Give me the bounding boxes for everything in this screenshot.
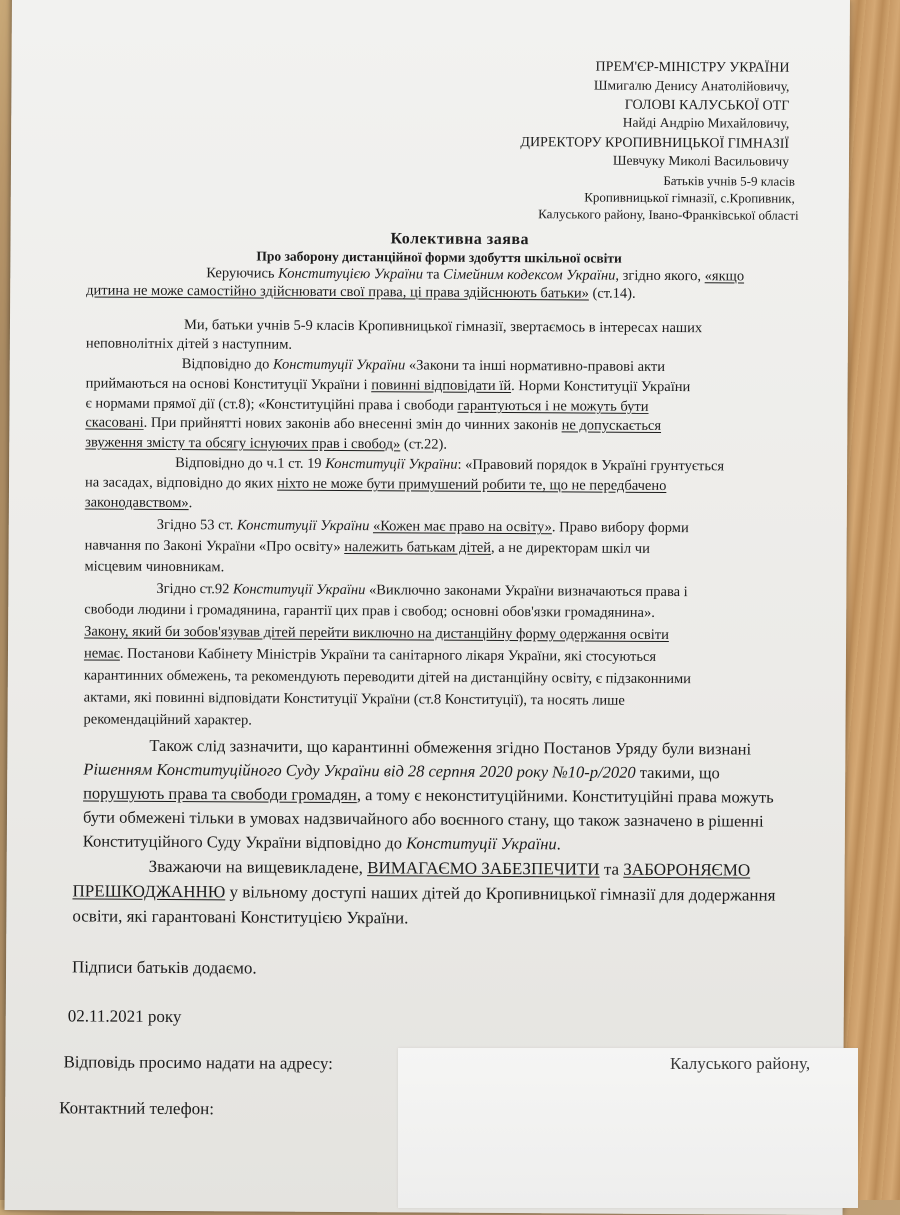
text-span: (ст.22). xyxy=(400,436,448,453)
paragraph-line: освіти, які гарантовані Конституцією України. xyxy=(72,906,409,928)
paragraph-line: рекомендаційний характер. xyxy=(83,711,252,729)
phone-label: Контактний телефон: xyxy=(59,1098,215,1119)
text-span: Конституції України xyxy=(406,833,557,854)
text-span: Рішенням Конституційного Суду України від 28 серпня 2020 року №10-р/2020 xyxy=(83,759,636,782)
text-span: Зважаючи на вищевикладене, xyxy=(148,856,368,878)
paragraph-line xyxy=(72,881,775,905)
addressee-line: ДИРЕКТОРУ КРОПИВНИЦЬКОЇ ГІМНАЗІЇ xyxy=(520,135,790,152)
paragraph-line xyxy=(86,375,691,396)
redaction-box xyxy=(398,1048,858,1208)
text-span: на засадах, відповідно до яких xyxy=(84,474,278,492)
underlined-text: порушують права та свободи громадян xyxy=(83,783,357,805)
text-span: . При прийнятті нових законів або внесенні змін до чинних законів xyxy=(143,414,562,434)
text-span: Згідно ст.92 xyxy=(156,580,234,598)
paragraph-line xyxy=(85,434,447,453)
addressee-line: Найді Андрію Михайловичу, xyxy=(622,114,790,131)
underlined-text: ПРЕШКОДЖАННЮ xyxy=(72,881,226,902)
underlined-text: «Кожен має право на освіту» xyxy=(372,518,552,536)
text-span: Згідно 53 ст. xyxy=(156,516,238,534)
document-date: 02.11.2021 року xyxy=(67,1006,182,1027)
underlined-text: гарантуються і не можуть бути xyxy=(457,397,649,415)
paragraph-line: бути обмежені тільки в умовах надзвичайного або воєнного стану, що також зазначено в рішенні xyxy=(82,807,764,831)
underlined-text: не допускається xyxy=(561,417,662,434)
text-span: Конституції України xyxy=(325,455,458,473)
address-fragment: Калуського району, xyxy=(670,1054,811,1073)
paragraph-line xyxy=(149,857,751,881)
signatures-note: Підписи батьків додаємо. xyxy=(72,957,257,978)
wooden-table-background xyxy=(842,0,900,1200)
text-span: . xyxy=(188,495,193,512)
paragraph-line: місцевим чиновникам. xyxy=(84,558,225,576)
addressee-line: Шевчуку Миколі Васильовичу xyxy=(612,152,790,169)
text-span: . Право вибору форми xyxy=(551,519,689,537)
paragraph-line: Також слід зазначити, що карантинні обмеження згідно Постанов Уряду були визнані xyxy=(149,735,752,759)
text-span: Відповідно до xyxy=(181,356,274,373)
underlined-text: належить батькам дітей xyxy=(344,539,492,556)
text-span: такими, що xyxy=(635,762,720,783)
underlined-text: ніхто не може бути примушений робити те, що не передбачено xyxy=(277,475,667,495)
underlined-text: «якщо xyxy=(704,268,745,285)
underlined-text: повинні відповідати їй xyxy=(371,377,512,395)
text-span: Сімейним кодексом України xyxy=(443,266,616,284)
paragraph-line xyxy=(83,831,561,854)
paragraph-line xyxy=(156,581,687,601)
text-span: є нормами прямої дії (ст.8); «Конституційні права і свободи xyxy=(85,395,458,414)
text-span: приймаються на основі Конституції України і xyxy=(85,375,372,394)
paragraph-line xyxy=(84,645,656,665)
text-span: Конституції України xyxy=(233,581,366,599)
paragraph-line xyxy=(85,474,666,495)
paragraph-line: актами, які повинні відповідати Конституції України (ст.8 Конституції), та носять лише xyxy=(83,689,625,709)
paragraph-line: карантинних обмежень, та рекомендують переводити дітей на дистанційну освіту, є підзаконними xyxy=(83,667,692,688)
document-subtitle: Про заборону дистанційної форми здобуття шкільної освіти xyxy=(256,248,622,266)
document-title: Колективна заява xyxy=(390,230,530,249)
text-span: : «Правовий порядок в Україні грунтується xyxy=(457,456,725,475)
document-page xyxy=(5,0,850,1215)
applicant-line: Батьків учнів 5-9 класів xyxy=(663,172,795,189)
paragraph-line xyxy=(182,356,665,376)
paragraph-line xyxy=(157,517,689,537)
text-span: Відповідно до ч.1 ст. 19 xyxy=(175,455,326,472)
paragraph-line xyxy=(85,414,661,435)
paragraph-line xyxy=(84,623,669,644)
underlined-text: звуження змісту та обсягу існуючих прав і свобод» xyxy=(85,434,401,453)
underlined-text: ВИМАГАЄМО ЗАБЕЗПЕЧИТИ xyxy=(367,858,600,879)
paragraph-line xyxy=(85,537,650,557)
text-span: навчання по Законі України «Про освіту» xyxy=(84,537,345,556)
underlined-text: Закону, який би зобов'язував дітей перейти виключно на дистанційну форму одержання освіти xyxy=(84,623,669,644)
underlined-text: скасовані xyxy=(85,414,144,431)
text-span: , а не директорам шкіл чи xyxy=(490,539,650,557)
paragraph-line xyxy=(85,395,648,415)
paragraph-line: неповнолітніх дітей з наступним. xyxy=(85,335,293,353)
paragraph-line xyxy=(85,494,193,512)
text-span: Конституції України xyxy=(237,517,370,535)
text-span: та xyxy=(422,266,444,283)
paragraph-line: Ми, батьки учнів 5-9 класів Кропивницької гімназії, звертаємось в інтересах наших xyxy=(183,317,703,337)
text-span: , а тому є неконституційними. Конституційні права можуть xyxy=(356,785,774,807)
text-span: , згідно якого, xyxy=(615,267,705,285)
reply-address-label: Відповідь просимо надати на адресу: xyxy=(63,1052,333,1073)
applicant-line: Кропивницької гімназії, с.Кропивник, xyxy=(584,189,795,206)
text-span: (ст.14). xyxy=(588,285,636,302)
underlined-text: ЗАБОРОНЯЄМО xyxy=(623,859,751,880)
paragraph-line xyxy=(83,783,774,807)
text-span: . xyxy=(556,834,561,854)
text-span: «Закони та інші нормативно-правові акти xyxy=(405,357,666,375)
text-span: . Постанови Кабінету Міністрів України та санітарного лікаря України, які стосуються xyxy=(119,645,657,665)
addressee-line: Шмигалю Денису Анатолійовичу, xyxy=(593,77,790,94)
text-span: Керуючись xyxy=(206,265,279,282)
addressee-line: ПРЕМ'ЄР-МІНІСТРУ УКРАЇНИ xyxy=(595,59,790,76)
underlined-text: дитина не може самостійно здійснювати свої права, ці права здійснюють батьки» xyxy=(86,282,589,302)
paragraph-intro xyxy=(206,265,744,285)
paragraph-line xyxy=(83,759,720,783)
paragraph-intro-cont xyxy=(86,282,636,302)
text-span: «Виключно законами України визначаються права і xyxy=(365,582,688,601)
addressee-line: ГОЛОВІ КАЛУСЬКОЇ ОТГ xyxy=(624,97,790,114)
underlined-text: немає xyxy=(83,645,120,662)
applicant-line: Калуського району, Івано-Франківської області xyxy=(538,206,799,223)
text-span: у вільному доступі наших дітей до Кропивницької гімназії для додержання xyxy=(225,882,776,905)
text-span: Конституції України xyxy=(272,356,406,374)
underlined-text: законодавством» xyxy=(84,494,189,512)
paragraph-line: свободи людини і громадянина, гарантії цих прав і свобод; основні обов'язки громадянина». xyxy=(84,601,655,621)
text-span: та xyxy=(599,859,624,879)
text-span: . Норми Конституції України xyxy=(511,378,691,396)
paragraph-line xyxy=(175,455,724,475)
text-span: Конституцією України xyxy=(278,265,424,283)
text-span: Конституційного Суду України відповідно до xyxy=(82,831,407,853)
